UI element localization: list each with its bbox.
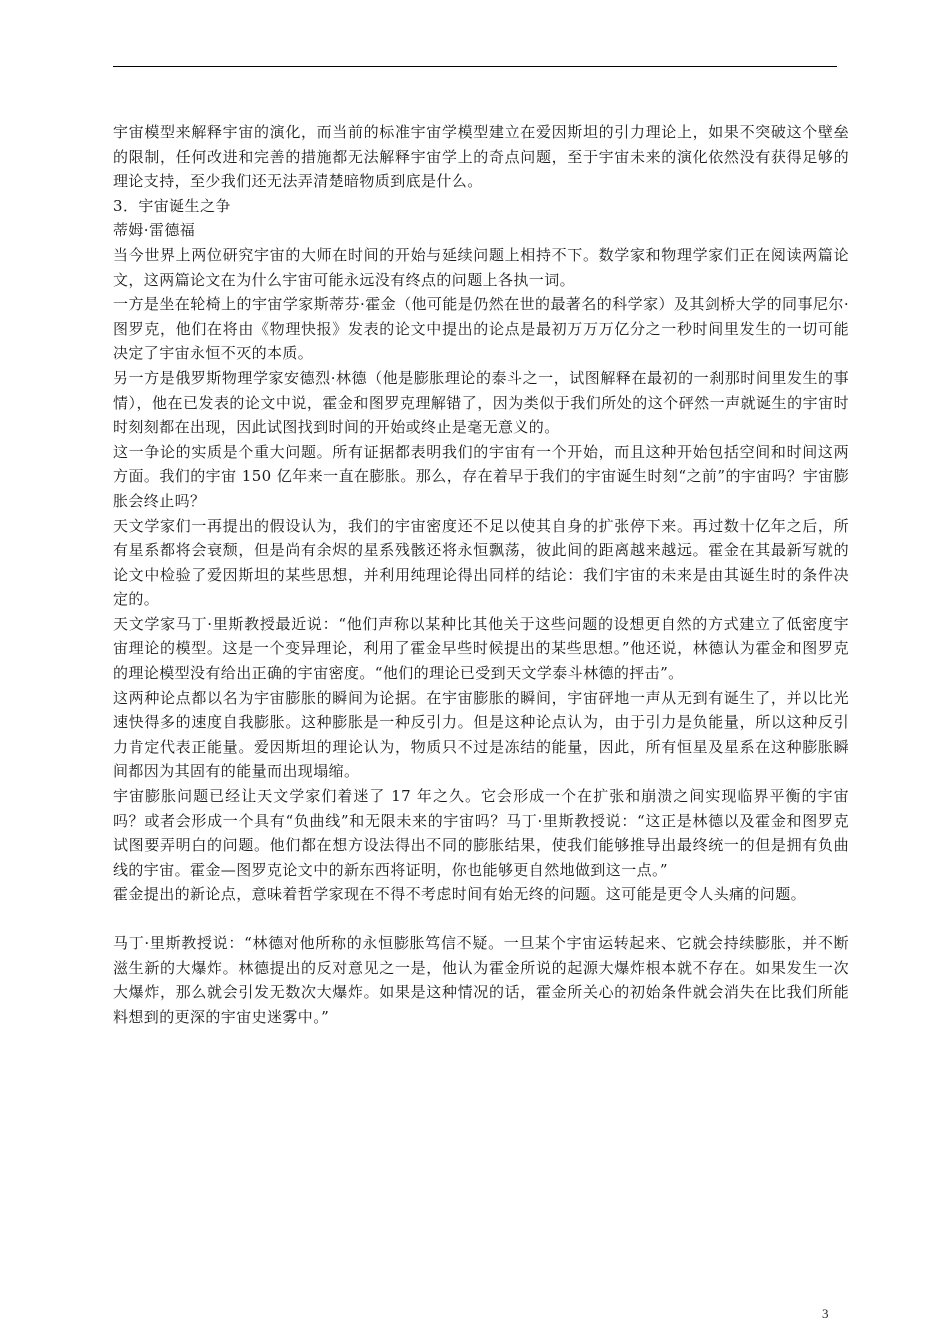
page-number: 3: [822, 1306, 829, 1321]
header-rule: [113, 66, 837, 67]
paragraph-linde: 另一方是俄罗斯物理学家安德烈·林德（他是膨胀理论的泰斗之一，试图解释在最初的一刹那时间里发生的事情），他在已发表的论文中说，霍金和图罗克理解错了，因为类似于我们所处的这个砰然一声就诞生的宇宙时时刻刻都在出现，因此试图找到时间的开始或终止是毫无意义的。: [113, 368, 849, 437]
document-body: [113, 120, 849, 1029]
paragraph-curvature: 宇宙膨胀问题已经让天文学家们着迷了 17 年之久。它会形成一个在扩张和崩溃之间实现临界平衡的宇宙吗？或者会形成一个具有“负曲线”和无限未来的宇宙吗？马丁·里斯教授说：“这正是林德以及霍金和图罗克试图要弄明白的问题。他们都在想方设法得出不同的膨胀结果，使我们能够推导出最终统一的但是拥有负曲线的宇宙。霍金—图罗克论文中的新东西将证明，你也能够更自然地做到这一点。”: [113, 787, 849, 879]
paragraph-cosmology-model: 宇宙模型来解释宇宙的演化，而当前的标准宇宙学模型建立在爱因斯坦的引力理论上，如果不突破这个壁垒的限制，任何改进和完善的措施都无法解释宇宙学上的奇点问题，至于宇宙未来的演化依然没有获得足够的理论支持，至少我们还无法弄清楚暗物质到底是什么。: [113, 123, 849, 191]
paragraph-eternal-inflation: 马丁·里斯教授说：“林德对他所称的永恒膨胀笃信不疑。一旦某个宇宙运转起来、它就会持续膨胀，并不断滋生新的大爆炸。林德提出的反对意见之一是，他认为霍金所说的起源大爆炸根本就不存在。如果发生一次大爆炸，那么就会引发无数次大爆炸。如果是这种情况的话，霍金所关心的初始条件就会消失在比我们所能料想到的更深的宇宙史迷雾中。”: [113, 934, 849, 1026]
paragraph-inflation: 这两种论点都以名为宇宙膨胀的瞬间为论据。在宇宙膨胀的瞬间，宇宙砰地一声从无到有诞生了，并以比光速快得多的速度自我膨胀。这种膨胀是一种反引力。但是这种论点认为，由于引力是负能量，所以这种反引力肯定代表正能量。爱因斯坦的理论认为，物质只不过是冻结的能量，因此，所有恒星及星系在这种膨胀瞬间都因为其固有的能量而出现塌缩。: [113, 688, 849, 781]
author-name: 蒂姆·雷德福: [113, 221, 196, 240]
section-heading: 3．宇宙诞生之争: [113, 196, 231, 215]
paragraph-rees-quote: 天文学家马丁·里斯教授最近说：“他们声称以某种比其他关于这些问题的设想更自然的方式建立了低密度宇宙理论的模型。这是一个变异理论，利用了霍金早些时候提出的某些思想。”他还说，林德认为霍金和图罗克的理论模型没有给出正确的宇宙密度。“他们的理论已受到天文学泰斗林德的抨击”。: [113, 614, 849, 683]
paragraph-philosophy: 霍金提出的新论点，意味着哲学家现在不得不考虑时间有始无终的问题。这可能是更令人头痛的问题。: [113, 885, 807, 904]
paragraph-density: 天文学家们一再提出的假设认为，我们的宇宙密度还不足以使其自身的扩张停下来。再过数十亿年之后，所有星系都将会衰颓，但是尚有余烬的星系残骸还将永恒飘荡，彼此间的距离越来越远。霍金在其最新写就的论文中检验了爱因斯坦的某些思想，并利用纯理论得出同样的结论：我们宇宙的未来是由其诞生时的条件决定的。: [113, 516, 849, 609]
paragraph-intro: 当今世界上两位研究宇宙的大师在时间的开始与延续问题上相持不下。数学家和物理学家们正在阅读两篇论文，这两篇论文在为什么宇宙可能永远没有终点的问题上各执一词。: [113, 245, 849, 289]
paragraph-essence: 这一争论的实质是个重大问题。所有证据都表明我们的宇宙有一个开始，而且这种开始包括空间和时间这两方面。我们的宇宙 150 亿年来一直在膨胀。那么，存在着早于我们的宇宙诞生时刻“之前”的宇宙吗？宇宙膨胀会终止吗？: [113, 442, 849, 510]
paragraph-hawking: 一方是坐在轮椅上的宇宙学家斯蒂芬·霍金（他可能是仍然在世的最著名的科学家）及其剑桥大学的同事尼尔·图罗克，他们在将由《物理快报》发表的论文中提出的论点是最初万万万亿分之一秒时间里发生的一切可能决定了宇宙永恒不灭的本质。: [113, 295, 849, 363]
